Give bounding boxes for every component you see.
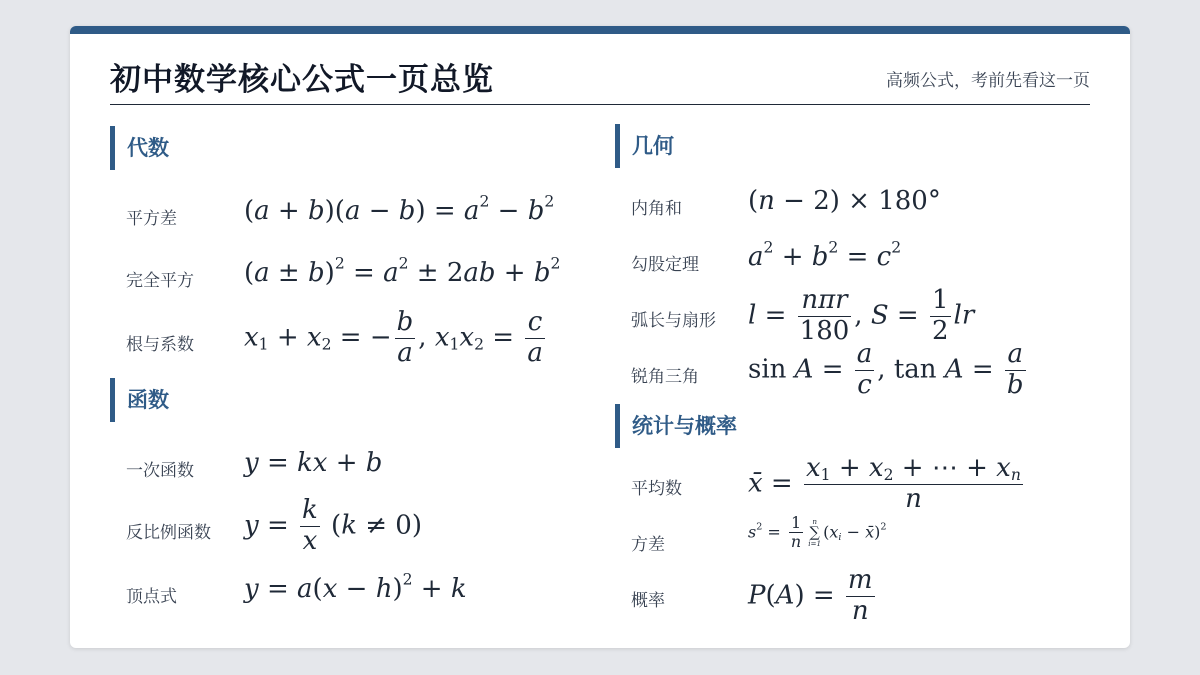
section-heading-functions: 函数 bbox=[110, 378, 169, 422]
formula-inverse-proportion: y = $\frac{k}{x}$ (k ≠ 0) bbox=[244, 495, 422, 556]
section-heading-algebra: 代数 bbox=[110, 126, 169, 170]
label-acute-trig: 锐角三角 bbox=[631, 367, 699, 387]
formula-sheet-card bbox=[70, 26, 1130, 648]
section-heading-geometry: 几何 bbox=[615, 124, 674, 168]
label-inverse-proportion: 反比例函数 bbox=[126, 523, 211, 543]
label-perfect-square: 完全平方 bbox=[126, 271, 194, 291]
formula-linear-function: y = kx + b bbox=[244, 448, 383, 478]
title-divider bbox=[110, 104, 1090, 105]
label-difference-of-squares: 平方差 bbox=[126, 209, 177, 229]
label-interior-angles: 内角和 bbox=[631, 199, 682, 219]
formula-vertex-form: $y = a(x - h)^2 + k$ bbox=[244, 570, 467, 604]
section-heading-statistics: 统计与概率 bbox=[615, 404, 737, 448]
label-vieta: 根与系数 bbox=[126, 335, 194, 355]
formula-variance: $s^2$ = $\frac{1}{n}$ n ∑ i=1 ($x_i$ − x̄)$^2$ bbox=[748, 513, 887, 552]
formula-perfect-square: $(a \pm b)^2 = a^2 \pm 2ab + b^2$ bbox=[244, 254, 561, 288]
formula-interior-angles: (n − 2) × 180° bbox=[748, 186, 941, 216]
formula-probability: P(A) = $\frac{m}{n}$ bbox=[748, 565, 873, 626]
page-title: 初中数学核心公式一页总览 bbox=[110, 62, 494, 98]
formula-arc-sector: l = $\frac{\text{nπr}}{180}$ , S = $\frac{1}{2}$ lr bbox=[748, 285, 975, 346]
label-arc-sector: 弧长与扇形 bbox=[631, 311, 716, 331]
label-linear-function: 一次函数 bbox=[126, 461, 194, 481]
label-vertex-form: 顶点式 bbox=[126, 587, 177, 607]
page-subtitle: 高频公式，考前先看这一页 bbox=[886, 71, 1090, 91]
accent-bar bbox=[70, 26, 1130, 34]
label-probability: 概率 bbox=[631, 591, 665, 611]
formula-difference-of-squares: $(a + b)(a - b) = a^2 - b^2$ bbox=[244, 192, 555, 226]
label-variance: 方差 bbox=[631, 535, 665, 555]
formula-pythagorean: $a^2 + b^2 = c^2$ bbox=[748, 238, 902, 272]
formula-acute-trig: sin A = $\frac{a}{c}$ , tan A = $\frac{a}{b}$ bbox=[748, 339, 1024, 400]
label-pythagorean: 勾股定理 bbox=[631, 255, 699, 275]
formula-vieta: $x_1 + x_2$ = − $\frac{b}{a}$ , $x_1x_2$ = $\frac{c}{a}$ bbox=[244, 307, 543, 368]
label-mean: 平均数 bbox=[631, 479, 682, 499]
formula-mean: x̄ = $\frac{x_1 + x_2 + \cdots + x_n}{n}$ bbox=[748, 453, 1021, 514]
